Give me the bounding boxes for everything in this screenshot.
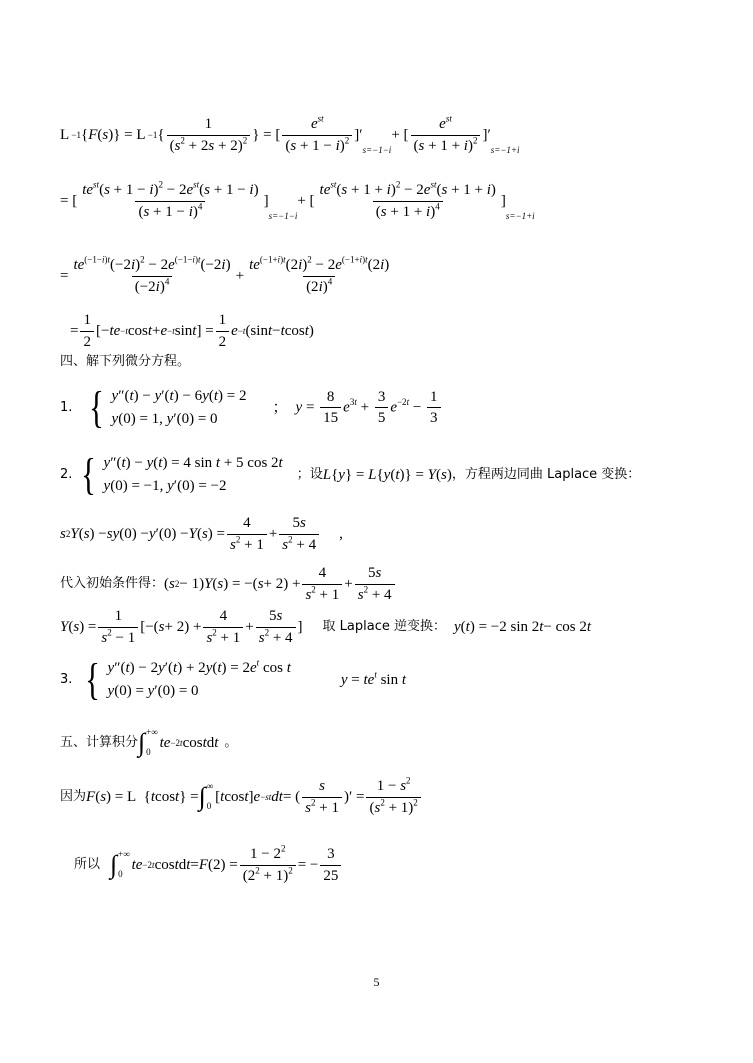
eq-initial-conditions: 代入初始条件得： ( s 2 − 1) Y ( s ) = −( s + 2) + $\frac{4}{s^2 + 1}$ + $\frac{5s}{s^2 + 4}$ <box>60 565 397 603</box>
problem-2-note: ；设 <box>296 466 323 482</box>
eq-because: 因为 F ( s ) = L { t cos t } = ∫ ∞ 0 [ t cos t ] e −st dt = ( $\frac{s}{s^2 + 1}$ )′ = $\frac{1 - s^2}{(s^2 + 1)^2}$ <box>60 778 423 816</box>
therefore-label: 所以 <box>74 856 101 872</box>
initial-conditions-label: 代入初始条件得： <box>60 575 165 591</box>
eq-derivative-expansion: = [ $\frac{te^{st}(s + 1 - i)^2 - 2e^{st}(s + 1 - i)}{(s + 1 - i)^4}$ ] s=−1−i + [ $\frac{te^{st}(s + 1 + i)^2 - 2e^{st}(s + 1 + i)}{(s + 1 + i)^4}$ ] s=−1+i <box>60 179 535 222</box>
problem-1: 1. { y″(t) − y′(t) − 6y(t) = 2 y(0) = 1, y′(0) = 0 ； y = $\frac{8}{15}$ $e^{3t}$ + $\frac{3}{5}$ $e^{-2t}$ − $\frac{1}{3}$ <box>60 388 443 428</box>
problem-2: 2. { y″(t) − y(t) = 4 sin t + 5 cos 2t y(0) = −1, y′(0) = −2 ；设 L{y} = L{y(t)} = Y(s) ，方程两边同曲 Laplace 变换： <box>60 450 641 499</box>
eq-transformed: s 2 Y ( s ) − sy (0) − y ′(0) − Y ( s ) = $\frac{4}{s^2 + 1}$ + $\frac{5s}{s^2 + 4}$ , <box>60 515 343 553</box>
section-four-title: 四、解下列微分方程。 <box>60 354 191 369</box>
problem-2-number: 2. <box>60 466 73 482</box>
problem-1-number: 1. <box>60 399 73 415</box>
inverse-transform-label: 取 Laplace 逆变换： <box>322 618 446 634</box>
eq-result: = $\frac{1}{2}$ [− te −t cos t + e −t sin t ] = $\frac{1}{2}$ e −t (sin t − t cos t ) <box>70 312 314 350</box>
eq-inverse-laplace: L −1 { F ( s )} = L −1 { $\frac{1}{(s^2 + 2s + 2)^2}$ } = [ $\frac{e^{st}}{(s + 1 - i)^2}$ ]′ s=−1−i + [ $\frac{e^{st}}{(s + 1 + i)^2}$ ]′ s=−1+i <box>60 113 520 156</box>
problem-3: 3. { $y''(t) - 2y'(t) + 2y(t) = 2e^t$ cos t y(0) = y′(0) = 0 $y = te^t$ sin t <box>60 655 407 704</box>
section-five-dot: 。 <box>224 734 238 750</box>
section-five-label: 五、计算积分 <box>60 734 139 750</box>
eq-evaluated: = $\frac{te^{(-1-i)t}(-2i)^2 - 2e^{(-1-i)t}(-2i)}{(-2i)^4}$ + $\frac{te^{(-1+i)t}(2i)^2 - 2e^{(-1+i)t}(2i)}{(2i)^4}$ <box>60 254 390 295</box>
page-number: 5 <box>373 975 380 989</box>
eq-solution-Y: Y ( s ) = $\frac{1}{s^2 - 1}$ [−( s + 2) + $\frac{4}{s^2 + 1}$ + $\frac{5s}{s^2 + 4}$ ] 取 Laplace 逆变换： y ( t ) = −2 sin 2 t − cos 2 t <box>60 608 592 646</box>
problem-2-note-tail: ，方程两边同曲 Laplace 变换： <box>451 466 641 482</box>
eq-therefore: 所以 ∫ +∞ 0 te −2t cos t d t = F (2) = $\frac{1 - 2^2}{(2^2 + 1)^2}$ = − $\frac{3}{25}$ <box>74 846 343 884</box>
because-label: 因为 <box>60 788 87 804</box>
problem-3-number: 3. <box>60 671 73 687</box>
section-five-title: 五、计算积分 ∫ +∞ 0 te −2t cos t d t 。 <box>60 727 238 758</box>
